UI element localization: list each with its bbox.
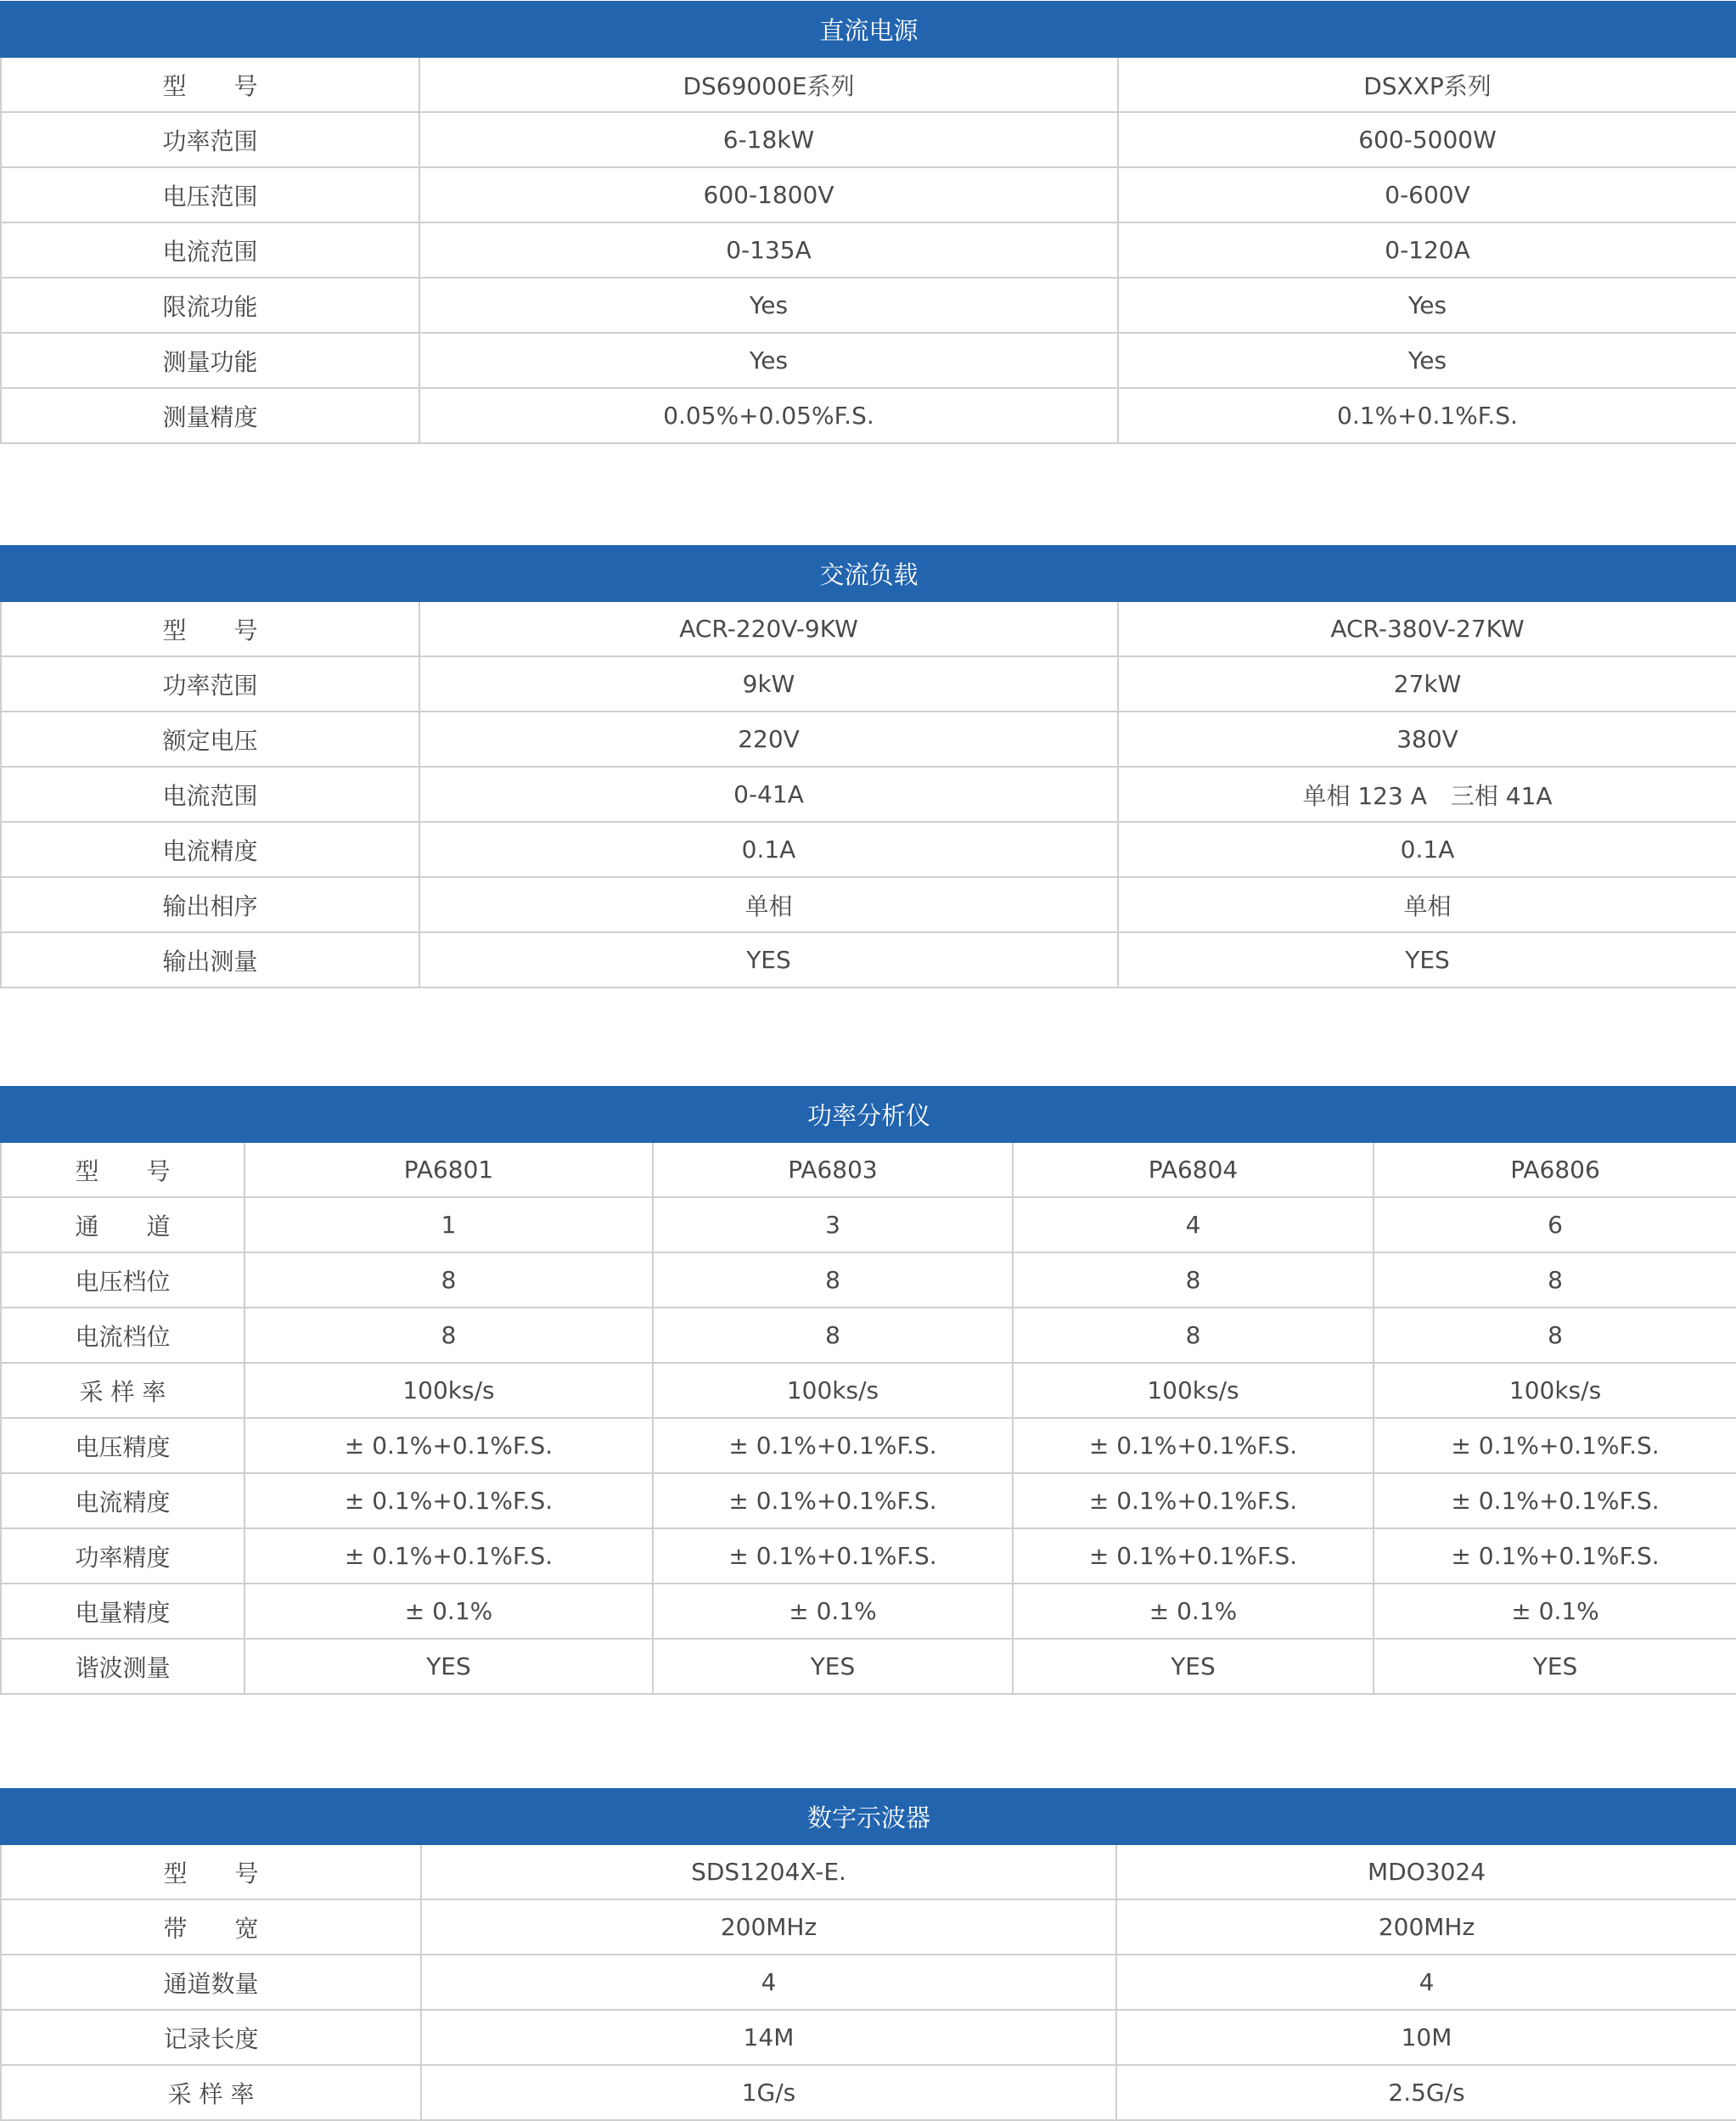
row-label: 电流精度 [1,1473,244,1528]
table-row [1,1197,1736,1252]
row-label: 功率范围 [1,656,419,712]
cell-value: ACR-380V-27KW [1118,601,1736,656]
cell-value: YES [653,1639,1013,1694]
cell-value: ± 0.1%+0.1%F.S. [653,1528,1013,1584]
cell-value: 0-135A [419,222,1118,278]
row-label: 记录长度 [1,2010,421,2065]
cell-value: PA6806 [1374,1142,1736,1197]
cell-value: 8 [653,1252,1013,1308]
row-label: 采 样 率 [1,2065,421,2120]
cell-value: 14M [421,2010,1116,2065]
row-label: 电流档位 [1,1308,244,1363]
digital-oscilloscope-table [0,1788,1736,2121]
row-label: 电流范围 [1,222,419,278]
row-label: 测量功能 [1,333,419,388]
cell-value: ± 0.1%+0.1%F.S. [1013,1528,1374,1584]
cell-value: PA6801 [244,1142,653,1197]
cell-value: ± 0.1%+0.1%F.S. [1374,1418,1736,1473]
row-label: 电压档位 [1,1252,244,1308]
row-label: 电流范围 [1,767,419,822]
table-row [1,932,1736,987]
cell-value: 100ks/s [653,1363,1013,1418]
cell-value: ± 0.1%+0.1%F.S. [1013,1473,1374,1528]
cell-value: 0.1A [1118,822,1736,877]
row-label: 额定电压 [1,712,419,767]
row-label: 测量精度 [1,388,419,443]
cell-value: 单相 123 A 三相 41A [1118,767,1736,822]
cell-value: Yes [1118,278,1736,333]
table-row [1,656,1736,712]
cell-value: ± 0.1% [1374,1584,1736,1639]
table-header-row [1,1789,1736,1844]
cell-value: 6-18kW [419,112,1118,167]
cell-value: 9kW [419,656,1118,712]
cell-value: YES [1013,1639,1374,1694]
power-analyzer-table [0,1086,1736,1695]
table-title: 功率分析仪 [1,1087,1736,1142]
cell-value: 8 [653,1308,1013,1363]
cell-value: 0-120A [1118,222,1736,278]
cell-value: YES [1374,1639,1736,1694]
table-row [1,2065,1736,2120]
cell-value: 0.05%+0.05%F.S. [419,388,1118,443]
cell-value: 600-5000W [1118,112,1736,167]
table-title: 数字示波器 [1,1789,1736,1844]
cell-value: 380V [1118,712,1736,767]
cell-value: YES [1118,932,1736,987]
table-header-row [1,1087,1736,1142]
table-row [1,333,1736,388]
table-row [1,1473,1736,1528]
cell-value: 220V [419,712,1118,767]
row-label: 功率范围 [1,112,419,167]
row-label: 限流功能 [1,278,419,333]
row-label: 功率精度 [1,1528,244,1584]
cell-value: 100ks/s [244,1363,653,1418]
row-label: 通 道 [1,1197,244,1252]
cell-value: ± 0.1%+0.1%F.S. [244,1418,653,1473]
row-label: 型 号 [1,1844,421,1899]
cell-value: 4 [421,1955,1116,2010]
cell-value: ± 0.1%+0.1%F.S. [1013,1418,1374,1473]
row-label: 型 号 [1,601,419,656]
cell-value: Yes [419,333,1118,388]
cell-value: MDO3024 [1116,1844,1736,1899]
cell-value: Yes [1118,333,1736,388]
table-row [1,388,1736,443]
row-label: 带 宽 [1,1899,421,1955]
cell-value: 0.1%+0.1%F.S. [1118,388,1736,443]
cell-value: ± 0.1%+0.1%F.S. [653,1418,1013,1473]
table-row [1,1639,1736,1694]
table-row [1,278,1736,333]
table-row [1,822,1736,877]
table-row [1,2010,1736,2065]
row-label: 电压范围 [1,167,419,222]
row-label: 谐波测量 [1,1639,244,1694]
cell-value: 3 [653,1197,1013,1252]
table-row [1,767,1736,822]
cell-value: DSXXP系列 [1118,57,1736,112]
row-label: 电压精度 [1,1418,244,1473]
table-header-row [1,2,1736,57]
table-row [1,1363,1736,1418]
cell-value: 6 [1374,1197,1736,1252]
cell-value: 0-600V [1118,167,1736,222]
table-row [1,1899,1736,1955]
cell-value: ± 0.1% [244,1584,653,1639]
cell-value: 2.5G/s [1116,2065,1736,2120]
cell-value: 27kW [1118,656,1736,712]
table-row [1,1252,1736,1308]
table-row [1,1142,1736,1197]
cell-value: DS69000E系列 [419,57,1118,112]
table-row [1,712,1736,767]
cell-value: 0.1A [419,822,1118,877]
cell-value: 8 [1374,1308,1736,1363]
cell-value: 100ks/s [1013,1363,1374,1418]
cell-value: Yes [419,278,1118,333]
cell-value: 4 [1116,1955,1736,2010]
cell-value: YES [244,1639,653,1694]
row-label: 型 号 [1,57,419,112]
cell-value: 8 [244,1308,653,1363]
table-row [1,1418,1736,1473]
table-header-row [1,546,1736,601]
cell-value: ± 0.1%+0.1%F.S. [244,1528,653,1584]
cell-value: 8 [244,1252,653,1308]
cell-value: 10M [1116,2010,1736,2065]
cell-value: 0-41A [419,767,1118,822]
cell-value: 4 [1013,1197,1374,1252]
table-row [1,601,1736,656]
cell-value: ± 0.1%+0.1%F.S. [1374,1528,1736,1584]
cell-value: 200MHz [1116,1899,1736,1955]
table-row [1,222,1736,278]
cell-value: ± 0.1%+0.1%F.S. [1374,1473,1736,1528]
row-label: 输出测量 [1,932,419,987]
table-row [1,112,1736,167]
row-label: 通道数量 [1,1955,421,2010]
cell-value: ACR-220V-9KW [419,601,1118,656]
cell-value: 单相 [419,877,1118,932]
cell-value: 1G/s [421,2065,1116,2120]
table-row [1,1584,1736,1639]
table-row [1,1844,1736,1899]
cell-value: SDS1204X-E. [421,1844,1116,1899]
cell-value: ± 0.1%+0.1%F.S. [653,1473,1013,1528]
cell-value: 8 [1374,1252,1736,1308]
table-title: 交流负载 [1,546,1736,601]
cell-value: ± 0.1% [653,1584,1013,1639]
table-title: 直流电源 [1,2,1736,57]
cell-value: 100ks/s [1374,1363,1736,1418]
cell-value: ± 0.1%+0.1%F.S. [244,1473,653,1528]
cell-value: 200MHz [421,1899,1116,1955]
cell-value: 8 [1013,1252,1374,1308]
row-label: 型 号 [1,1142,244,1197]
cell-value: 600-1800V [419,167,1118,222]
dc-power-supply-table [0,1,1736,444]
table-row [1,1528,1736,1584]
row-label: 采 样 率 [1,1363,244,1418]
cell-value: 8 [1013,1308,1374,1363]
row-label: 电量精度 [1,1584,244,1639]
cell-value: 1 [244,1197,653,1252]
table-row [1,1955,1736,2010]
cell-value: ± 0.1% [1013,1584,1374,1639]
cell-value: YES [419,932,1118,987]
table-row [1,57,1736,112]
row-label: 电流精度 [1,822,419,877]
table-row [1,1308,1736,1363]
ac-load-table [0,545,1736,988]
cell-value: PA6804 [1013,1142,1374,1197]
table-row [1,167,1736,222]
row-label: 输出相序 [1,877,419,932]
table-row [1,877,1736,932]
cell-value: PA6803 [653,1142,1013,1197]
cell-value: 单相 [1118,877,1736,932]
